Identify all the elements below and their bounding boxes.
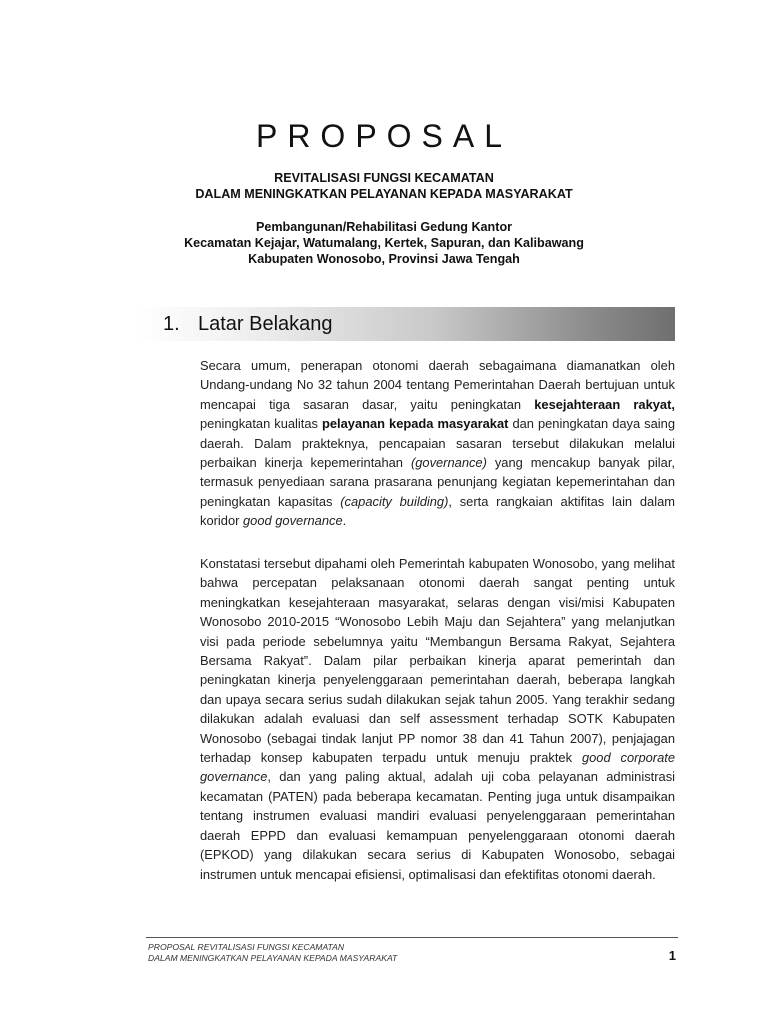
subtitle-line-2: DALAM MENINGKATKAN PELAYANAN KEPADA MASYARAKAT xyxy=(195,187,573,201)
section-heading-bar xyxy=(136,307,675,341)
paragraph-1 xyxy=(200,356,675,531)
footer-divider xyxy=(146,937,678,938)
section-number: 1. xyxy=(163,313,180,335)
paragraph-1-text: peningkatan kualitas xyxy=(200,416,322,432)
page-number: 1 xyxy=(668,948,676,963)
document-subtitle xyxy=(0,170,768,202)
paragraph-1-bold: pelayanan kepada masyarakat xyxy=(321,416,509,432)
paragraph-1-text: dan peningkatan daya saing daerah. Dalam prakteknya, pencapaian sasaran tersebut dilakukan melalui perbaikan kinerja kepemerintahan xyxy=(200,416,675,471)
paragraph-2-text: , dan yang paling aktual, adalah uji coba pelayanan administrasi kecamatan (PATEN) pada beberapa kecamatan. Penting juga untuk disampaikan tentang instrumen evaluasi mandiri evaluasi penyelenggaraan pemerintahan daerah EPPD dan evaluasi kemampuan penyelenggaraan otonomi daerah (EPKOD) yang dilakukan secara serius di Kabupaten Wonosobo, sebagai instrumen untuk mencapai efisiensi, optimalisasi dan efektifitas otonomi daerah. xyxy=(200,769,675,882)
paragraph-1-italic: (governance) xyxy=(410,455,487,471)
project-line-1: Pembangunan/Rehabilitasi Gedung Kantor xyxy=(255,220,513,234)
footer-line-1: PROPOSAL REVITALISASI FUNGSI KECAMATAN xyxy=(148,942,345,952)
paragraph-1-text: , serta rangkaian aktifitas lain dalam koridor xyxy=(200,493,675,529)
project-line-3: Kabupaten Wonosobo, Provinsi Jawa Tengah xyxy=(248,252,520,266)
paragraph-2 xyxy=(200,554,675,884)
paragraph-2-text: Konstatasi tersebut dipahami oleh Pemerintah kabupaten Wonosobo, yang melihat bahwa percepatan pelaksanaan otonomi daerah sangat penting untuk meningkatkan kesejahteraan masyarakat, selaras dengan visi/misi Kabupaten Wonosobo 2010-2015 “Wonosobo Lebih Maju dan Sejahtera” yang melanjutkan visi pada periode sebelumnya yaitu “Membangun Bersama Rakyat, Sejahtera Bersama Rakyat”. Dalam pilar perbaikan kinerja aparat pemerintah dan peningkatan kinerja penyelenggaraan pemerintahan daerah, beberapa langkah dan upaya secara serius sudah dilakukan sejak tahun 2005. Yang terakhir sedang dilakukan adalah evaluasi dan self assessment terhadap SOTK Kabupaten Wonosobo (sebagai tindak lanjut PP nomor 38 dan 41 Tahun 2007), penjajagan terhadap konsep kabupaten terpadu untuk menuju praktek xyxy=(200,556,675,766)
footer-running-title xyxy=(148,942,397,964)
paragraph-1-text: . xyxy=(342,513,347,529)
paragraph-1-italic: good governance xyxy=(242,513,343,529)
paragraph-1-bold: kesejahteraan rakyat, xyxy=(534,396,675,412)
project-description xyxy=(0,219,768,267)
section-title: Latar Belakang xyxy=(198,313,333,335)
paragraph-1-italic: (capacity building) xyxy=(340,493,449,509)
subtitle-line-1: REVITALISASI FUNGSI KECAMATAN xyxy=(274,171,494,185)
project-line-2: Kecamatan Kejajar, Watumalang, Kertek, Sapuran, dan Kalibawang xyxy=(184,236,584,250)
document-title: PROPOSAL xyxy=(255,118,513,154)
paragraph-2-italic: good corporate governance xyxy=(200,750,675,785)
footer-line-2: DALAM MENINGKATKAN PELAYANAN KEPADA MASYARAKAT xyxy=(148,953,398,963)
paragraph-1-text: yang mencakup banyak pilar, termasuk penyediaan sarana prasarana penunjang kegiatan kepemerintahan dan peningkatan kapasitas xyxy=(200,455,675,509)
paragraph-1-text: Secara umum, penerapan otonomi daerah sebagaimana diamanatkan oleh Undang-undang No 32 tahun 2004 tentang Pemerintahan Daerah bertujuan untuk mencapai tiga sasaran dasar, yaitu peningkatan xyxy=(200,358,675,412)
